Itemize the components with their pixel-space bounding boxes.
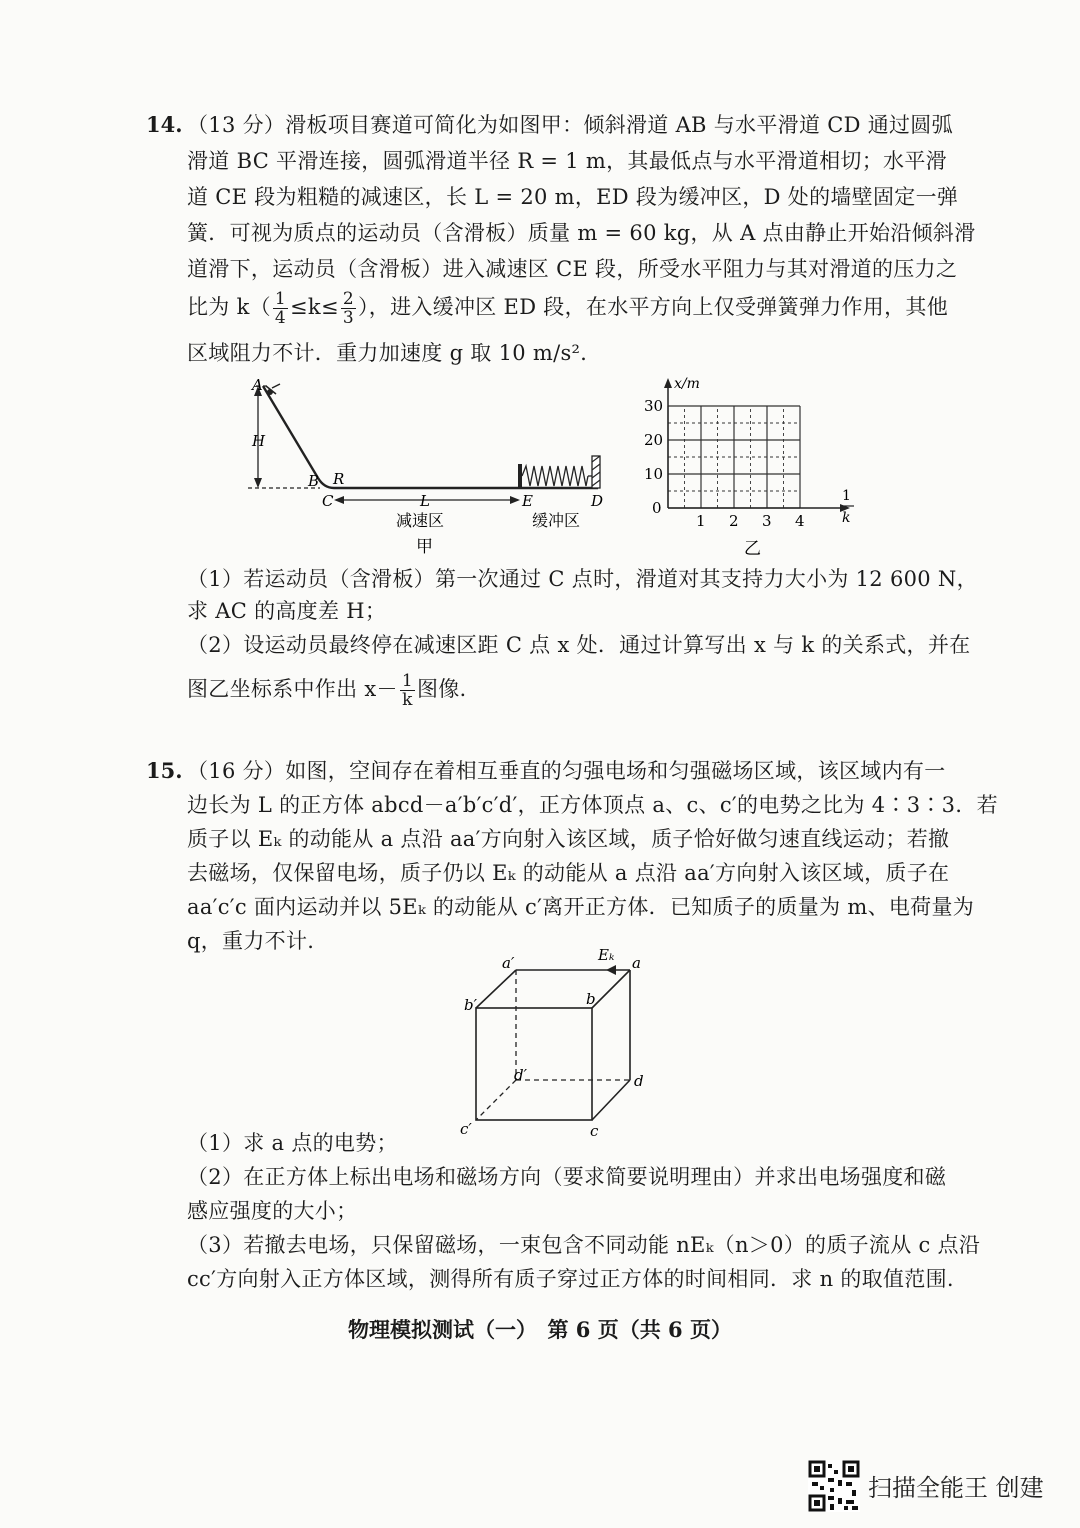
- q15-line-4: 去磁场，仅保留电场，质子仍以 Eₖ 的动能从 a 点沿 aa′方向射入该区域，质子在: [187, 861, 950, 885]
- q15-line-1: （16 分）如图，空间存在着相互垂直的匀强电场和匀强磁场区域，该区域内有一: [187, 759, 946, 783]
- q15-line-6: q，重力不计.: [187, 929, 315, 953]
- q15-sub2-line-2: 感应强度的大小；: [187, 1199, 358, 1223]
- fraction-one-quarter: $\frac{1}{4}$: [274, 289, 287, 328]
- y-tick-label: 30: [644, 397, 664, 415]
- figure-jia-track: [230, 372, 620, 562]
- q14-sub2-post: 图像.: [416, 677, 467, 701]
- q15-sub1: （1）求 a 点的电势；: [187, 1131, 398, 1155]
- caption-yi: 乙: [744, 539, 761, 559]
- label-a: a: [632, 954, 641, 972]
- q14-line-1: （13 分）滑板项目赛道可简化为如图甲：倾斜滑道 AB 与水平滑道 CD 通过圆弧: [187, 113, 953, 137]
- q14-line-3: 道 CE 段为粗糙的减速区，长 L = 20 m，ED 段为缓冲区，D 处的墙壁固定一弹: [187, 185, 959, 209]
- fraction-one-over-k: $\frac{1}{k}$: [401, 671, 413, 710]
- caption-jia: 甲: [416, 537, 433, 557]
- label-zone-deceleration: 减速区: [396, 511, 445, 530]
- q14-sub2-line-1: （2）设运动员最终停在减速区距 C 点 x 处．通过计算写出 x 与 k 的关系式，并在: [187, 633, 971, 657]
- scanner-watermark: 扫描全能王 创建: [868, 1474, 1044, 1502]
- q14-sub1-line-1: （1）若运动员（含滑板）第一次通过 C 点时，滑道对其支持力大小为 12 600 N，: [187, 567, 978, 591]
- question-15-number: 15.: [146, 758, 183, 783]
- y-axis-label: x/m: [674, 376, 700, 392]
- q15-line-2: 边长为 L 的正方体 abcd－a′b′c′d′，正方体顶点 a、c、c′的电势之比为 4∶3∶3．若: [187, 793, 998, 817]
- x-tick-label: 1: [696, 512, 706, 530]
- label-d: d: [634, 1072, 644, 1090]
- q15-line-5: aa′c′c 面内运动并以 5Eₖ 的动能从 c′离开正方体．已知质子的质量为 m、电荷量为: [187, 895, 975, 919]
- figure-cube: [450, 944, 660, 1144]
- label-E: E: [522, 492, 533, 510]
- label-a-prime: a′: [502, 954, 515, 972]
- label-B: B: [308, 472, 320, 490]
- qr-code-icon: [808, 1460, 860, 1512]
- q15-line-3: 质子以 Eₖ 的动能从 a 点沿 aa′方向射入该区域，质子恰好做匀速直线运动；若撤: [187, 827, 950, 851]
- figure-yi-chart: [630, 370, 870, 562]
- label-A: A: [252, 376, 263, 394]
- q15-sub3-line-2: cc′方向射入正方体区域，测得所有质子穿过正方体的时间相同．求 n 的取值范围.: [187, 1267, 954, 1291]
- label-b-prime: b′: [464, 996, 478, 1014]
- label-b: b: [586, 990, 596, 1008]
- y-tick-label: 10: [644, 465, 664, 483]
- y-axis-arrow: [664, 378, 672, 388]
- label-C: C: [322, 492, 334, 510]
- q15-sub2-line-1: （2）在正方体上标出电场和磁场方向（要求简要说明理由）并求出电场强度和磁: [187, 1165, 947, 1189]
- q14-line-4: 簧．可视为质点的运动员（含滑板）质量 m = 60 kg，从 A 点由静止开始沿倾斜滑: [187, 221, 976, 245]
- fraction-two-thirds: $\frac{2}{3}$: [342, 289, 354, 328]
- q14-sub1-line-2: 求 AC 的高度差 H；: [187, 599, 387, 623]
- x-tick-label: 3: [762, 512, 772, 530]
- label-c-prime: c′: [460, 1120, 472, 1138]
- q14-line-6: [187, 290, 948, 327]
- q14-line-7: 区域阻力不计．重力加速度 g 取 10 m/s²．: [187, 341, 602, 365]
- q14-line-6-mid: ≤k≤: [290, 295, 339, 319]
- page-footer: 物理模拟测试（一） 第 6 页（共 6 页）: [348, 1317, 732, 1342]
- q14-line-6-pre: 比为 k（: [187, 295, 271, 319]
- label-R: R: [333, 470, 345, 488]
- label-zone-buffer: 缓冲区: [532, 511, 581, 530]
- q14-sub2-line-2: [187, 672, 467, 709]
- question-14-number: 14.: [146, 112, 183, 137]
- label-d-prime: d′: [514, 1066, 528, 1084]
- q14-sub2-pre: 图乙坐标系中作出 x－: [187, 677, 398, 701]
- q14-line-2: 滑道 BC 平滑连接，圆弧滑道半径 R = 1 m，其最低点与水平滑道相切；水平滑: [187, 149, 947, 173]
- label-c: c: [590, 1122, 599, 1140]
- label-H: H: [252, 432, 266, 450]
- label-L: L: [420, 492, 430, 510]
- x-tick-label: 2: [729, 512, 739, 530]
- label-D: D: [591, 492, 604, 510]
- q14-line-5: 道滑下，运动员（含滑板）进入减速区 CE 段，所受水平阻力与其对滑道的压力之: [187, 257, 958, 281]
- x-tick-label: 4: [795, 512, 805, 530]
- y-tick-label: 20: [644, 431, 664, 449]
- y-tick-label: 0: [652, 499, 662, 517]
- q14-line-6-post: ），进入缓冲区 ED 段，在水平方向上仅受弹簧弹力作用，其他: [357, 295, 948, 319]
- x-axis-label-denominator: k: [842, 510, 851, 526]
- q15-sub3-line-1: （3）若撤去电场，只保留磁场，一束包含不同动能 nEₖ（n＞0）的质子流从 c 点沿: [187, 1233, 981, 1257]
- x-axis-label-numerator: 1: [842, 488, 851, 504]
- label-ek: Eₖ: [598, 946, 615, 964]
